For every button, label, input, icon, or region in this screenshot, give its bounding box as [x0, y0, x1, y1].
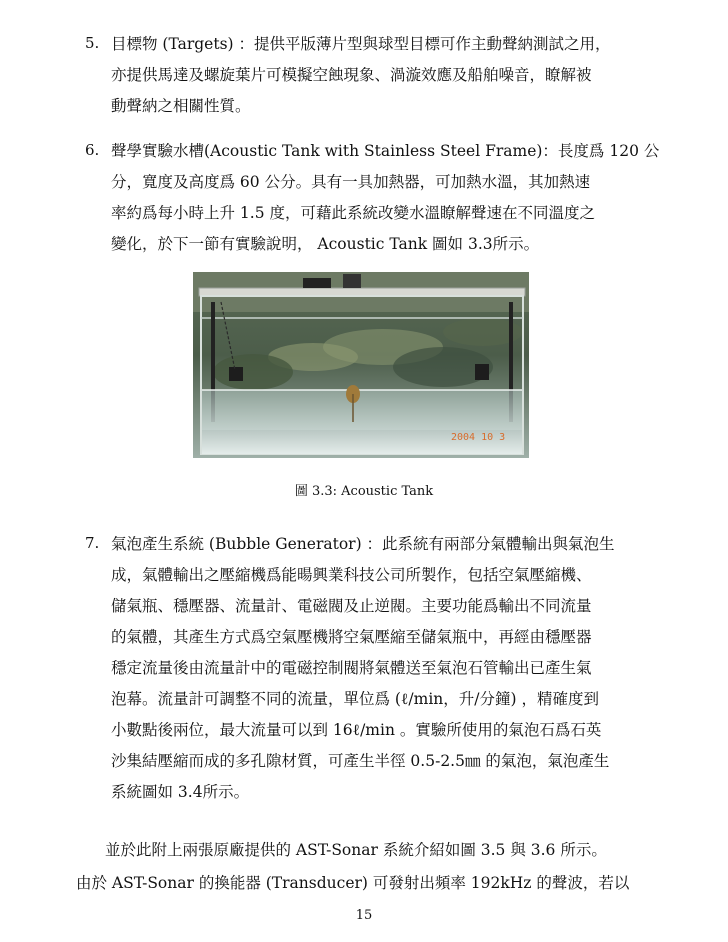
acoustic-tank-photo — [193, 272, 529, 458]
paragraph-line: 率約爲每小時上升 1.5 度，可藉此系統改變水溫瞭解聲速在不同溫度之 — [111, 204, 596, 222]
paragraph-line: 動聲納之相關性質。 — [111, 97, 251, 115]
paragraph-line: 變化，於下一節有實驗說明， Acoustic Tank 圖如 3.3所示。 — [111, 235, 540, 253]
date-stamp: 2004 10 3 — [451, 432, 506, 443]
list-item-number: 5. — [85, 34, 100, 52]
paragraph-line: 分，寬度及高度爲 60 公分。具有一具加熱器，可加熱水溫，其加熱速 — [111, 173, 591, 191]
figure-caption: 圖 3.3: Acoustic Tank — [294, 484, 434, 499]
paragraph-line: 氣泡產生系統 (Bubble Generator) ：此系統有兩部分氣體輸出與氣泡生 — [111, 535, 615, 553]
closing-paragraph-line: 並於此附上兩張原廠提供的 AST-Sonar 系統介紹如圖 3.5 與 3.6 所示。 — [105, 841, 607, 859]
paragraph-line: 聲學實驗水槽(Acoustic Tank with Stainless Steel Frame)：長度爲 120 公 — [111, 142, 660, 160]
paragraph-line: 亦提供馬達及螺旋葉片可模擬空蝕現象、渦漩效應及船舶噪音，瞭解被 — [111, 66, 592, 84]
tank-illustration — [193, 272, 529, 458]
paragraph-line: 目標物 (Targets) ：提供平版薄片型與球型目標可作主動聲納測試之用， — [111, 35, 611, 53]
paragraph-line: 系統圖如 3.4所示。 — [111, 783, 250, 801]
paragraph-line: 儲氣瓶、穩壓器、流量計、電磁閥及止逆閥。主要功能爲輸出不同流量 — [111, 597, 592, 615]
closing-paragraph-line: 由於 AST-Sonar 的換能器 (Transducer) 可發射出頻率 192kHz 的聲波，若以 — [76, 874, 630, 892]
paragraph-line: 泡幕。流量計可調整不同的流量，單位爲 (ℓ/min，升/分鐘) ，精確度到 — [111, 690, 599, 708]
page-number: 15 — [355, 908, 373, 923]
list-item-number: 6. — [85, 141, 100, 159]
list-item-number: 7. — [85, 534, 100, 552]
paragraph-line: 小數點後兩位，最大流量可以到 16ℓ/min 。實驗所使用的氣泡石爲石英 — [111, 721, 602, 739]
paragraph-line: 穩定流量後由流量計中的電磁控制閥將氣體送至氣泡石管輸出已產生氣 — [111, 659, 592, 677]
paragraph-line: 的氣體，其產生方式爲空氣壓機將空氣壓縮至儲氣瓶中，再經由穩壓器 — [111, 628, 592, 646]
paragraph-line: 沙集結壓縮而成的多孔隙材質，可產生半徑 0.5-2.5㎜ 的氣泡，氣泡產生 — [111, 752, 610, 770]
paragraph-line: 成，氣體輸出之壓縮機爲能暘興業科技公司所製作，包括空氣壓縮機、 — [111, 566, 592, 584]
